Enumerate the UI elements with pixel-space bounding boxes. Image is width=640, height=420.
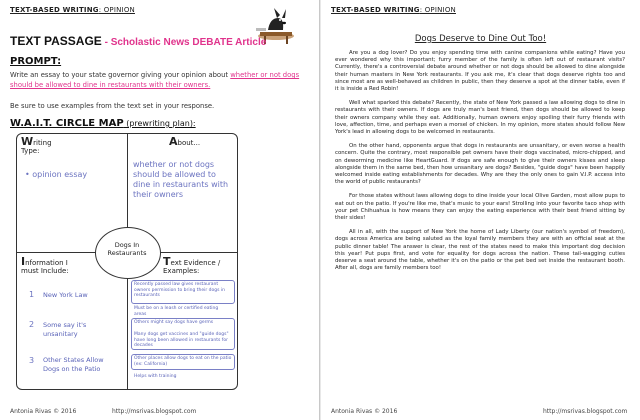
text-evidence-label bbox=[163, 255, 221, 275]
right-footer-url[interactable]: http://msrivas.blogspot.com bbox=[543, 408, 628, 415]
information-line2: must Include: bbox=[21, 267, 69, 275]
about-label bbox=[169, 135, 201, 148]
information-letter: I bbox=[21, 255, 26, 268]
information-label bbox=[21, 255, 69, 275]
writing-type-answer: • opinion essay bbox=[25, 170, 88, 179]
writing-type-line2: Type: bbox=[21, 147, 40, 155]
about-letter: A bbox=[169, 135, 178, 148]
center-topic: Dogs In Restaurants bbox=[107, 241, 147, 257]
point-3-num: 3 bbox=[29, 356, 35, 365]
article-paragraph: For those states without laws allowing dogs to dine inside your local Olive Garden, most allow pups to eat out on the patio. If you're like me, that's music to your ears! Strolling into your favorite taco shop with your pet Chihuahua is how means they can enjoy the eating experience with their best friend sitting by their sides! bbox=[335, 193, 625, 222]
writing-type-label bbox=[21, 135, 52, 155]
wait-map-subtitle: (prewriting plan): bbox=[123, 119, 196, 128]
wait-map-heading bbox=[10, 118, 196, 129]
point-2-text: Some say it's unsanitary bbox=[43, 321, 87, 338]
evidence-6: Helps with training bbox=[134, 374, 177, 379]
point-3-text: Other States Allow Dogs on the Patio bbox=[43, 356, 104, 373]
right-page bbox=[321, 0, 640, 420]
article-body bbox=[335, 50, 625, 279]
header-subtitle: : OPINION bbox=[98, 6, 135, 14]
information-line1: nformation I bbox=[25, 259, 68, 267]
prompt-text bbox=[10, 70, 310, 90]
article-paragraph: Are you a dog lover? Do you enjoy spending time with canine companions while eating? Have you ever wondered why this important; furry member of the family is often left out of restaurant visits? Currently, there's a controversial debate around whether or not dogs should be allowed to dine alongside their human masters in New York restaurants. If you ask me, it's clear that dogs deserve rights too and since most are as well-behaved as children in public, then they deserve a spot at the dinner table, even if it is inside a Red Robin! bbox=[335, 50, 625, 93]
text-evidence-letter: T bbox=[163, 255, 171, 268]
writing-type-letter: W bbox=[21, 135, 34, 148]
about-answer: whether or not dogs should be allowed to dine in restaurants with their owners bbox=[133, 160, 229, 199]
left-footer-author: Antonia Rivas © 2016 bbox=[10, 408, 77, 415]
left-footer-url[interactable]: http://msrivas.blogspot.com bbox=[112, 408, 197, 415]
evidence-3: Others might say dogs have germs bbox=[134, 320, 214, 325]
text-passage-dash: - bbox=[101, 37, 111, 48]
right-header-subtitle: : OPINION bbox=[419, 6, 456, 14]
evidence-4: Many dogs get vaccines and "guide dogs" have long been allowed in restaurants for decades bbox=[134, 332, 229, 348]
point-1-num: 1 bbox=[29, 290, 35, 299]
prompt-text-a: Write an essay to your state governor giving your opinion about bbox=[10, 71, 231, 79]
wait-map-title: W.A.I.T. CIRCLE MAP bbox=[10, 118, 124, 129]
prompt-reminder: Be sure to use examples from the text set in your response. bbox=[10, 102, 215, 110]
right-header-title: TEXT-BASED WRITING bbox=[331, 6, 420, 14]
text-evidence-line2: Examples: bbox=[163, 267, 200, 275]
evidence-1: Recently passed law gives restaurant owners permission to bring their dogs in restaurants bbox=[134, 282, 225, 298]
right-footer-author: Antonia Rivas © 2016 bbox=[331, 408, 398, 415]
article-paragraph: All in all, with the support of New York the home of Lady Liberty (our nation's symbol of freedom), dogs across America are being saluted as the loyal family members they are with an official seat at the public dinner table! The answer is clear, the rest of the states need to make this important dog decision this year! Put pups first, and vote for equality for dogs across the nation. These tail-wagging cuties deserve a seat around the table, whether it's on the patio or the pet bed set inside the restaurant booth. After all, dogs are family members too! bbox=[335, 229, 625, 272]
left-header bbox=[10, 6, 135, 14]
article-paragraph: Well what sparked this debate? Recently, the state of New York passed a law allowing dogs to dine in restaurants with their owners. If dogs are truly man's best friend, then dogs should be allowed to keep their owners company while they eat. Additionally, human owners enjoy spoiling their furry friends with love, affection, time, and perhaps even a morsel of chicken. In my opinion, more states should follow New York's lead in allowing dogs to be welcomed in restaurants. bbox=[335, 100, 625, 136]
point-2-num: 2 bbox=[29, 320, 35, 329]
point-1-text: New York Law bbox=[43, 291, 88, 299]
article-paragraph: On the other hand, opponents argue that dogs in restaurants are unsanitary, or even worse a health concern. Quite the contrary, most responsible pet owners have their dogs vaccinated, micro-chipped, and on deworming medicine like HeartGuard. If dogs are safe enough to give their owners kisses and sleep alongside them in the same bed, then how unsanitary are dogs? Besides, "guide dogs" have been happily welcomed inside eating establishments for decades. Why are they the only ones to gain V.I.P. access into the world of public restaurants? bbox=[335, 143, 625, 186]
article-title: Dogs Deserve to Dine Out Too! bbox=[414, 34, 547, 44]
evidence-5: Other places allow dogs to eat on the patio (ex: California) bbox=[134, 356, 232, 367]
text-passage-source: Scholastic News DEBATE Article bbox=[110, 37, 267, 48]
circle-map bbox=[16, 133, 238, 390]
prompt-highlight: whether or not dogs should be allowed to dine in restaurants with their owners. bbox=[10, 71, 300, 89]
right-header bbox=[331, 6, 456, 14]
text-passage-label: TEXT PASSAGE bbox=[10, 34, 102, 48]
prompt-heading: PROMPT: bbox=[10, 56, 62, 67]
evidence-2: Must be on a leash or certified eating areas bbox=[134, 306, 219, 317]
text-passage-line bbox=[10, 34, 266, 48]
header-title: TEXT-BASED WRITING bbox=[10, 6, 99, 14]
text-evidence-line1: ext Evidence / bbox=[170, 259, 221, 267]
about-label-text: bout... bbox=[177, 139, 201, 147]
writing-type-line1: riting bbox=[33, 139, 52, 147]
